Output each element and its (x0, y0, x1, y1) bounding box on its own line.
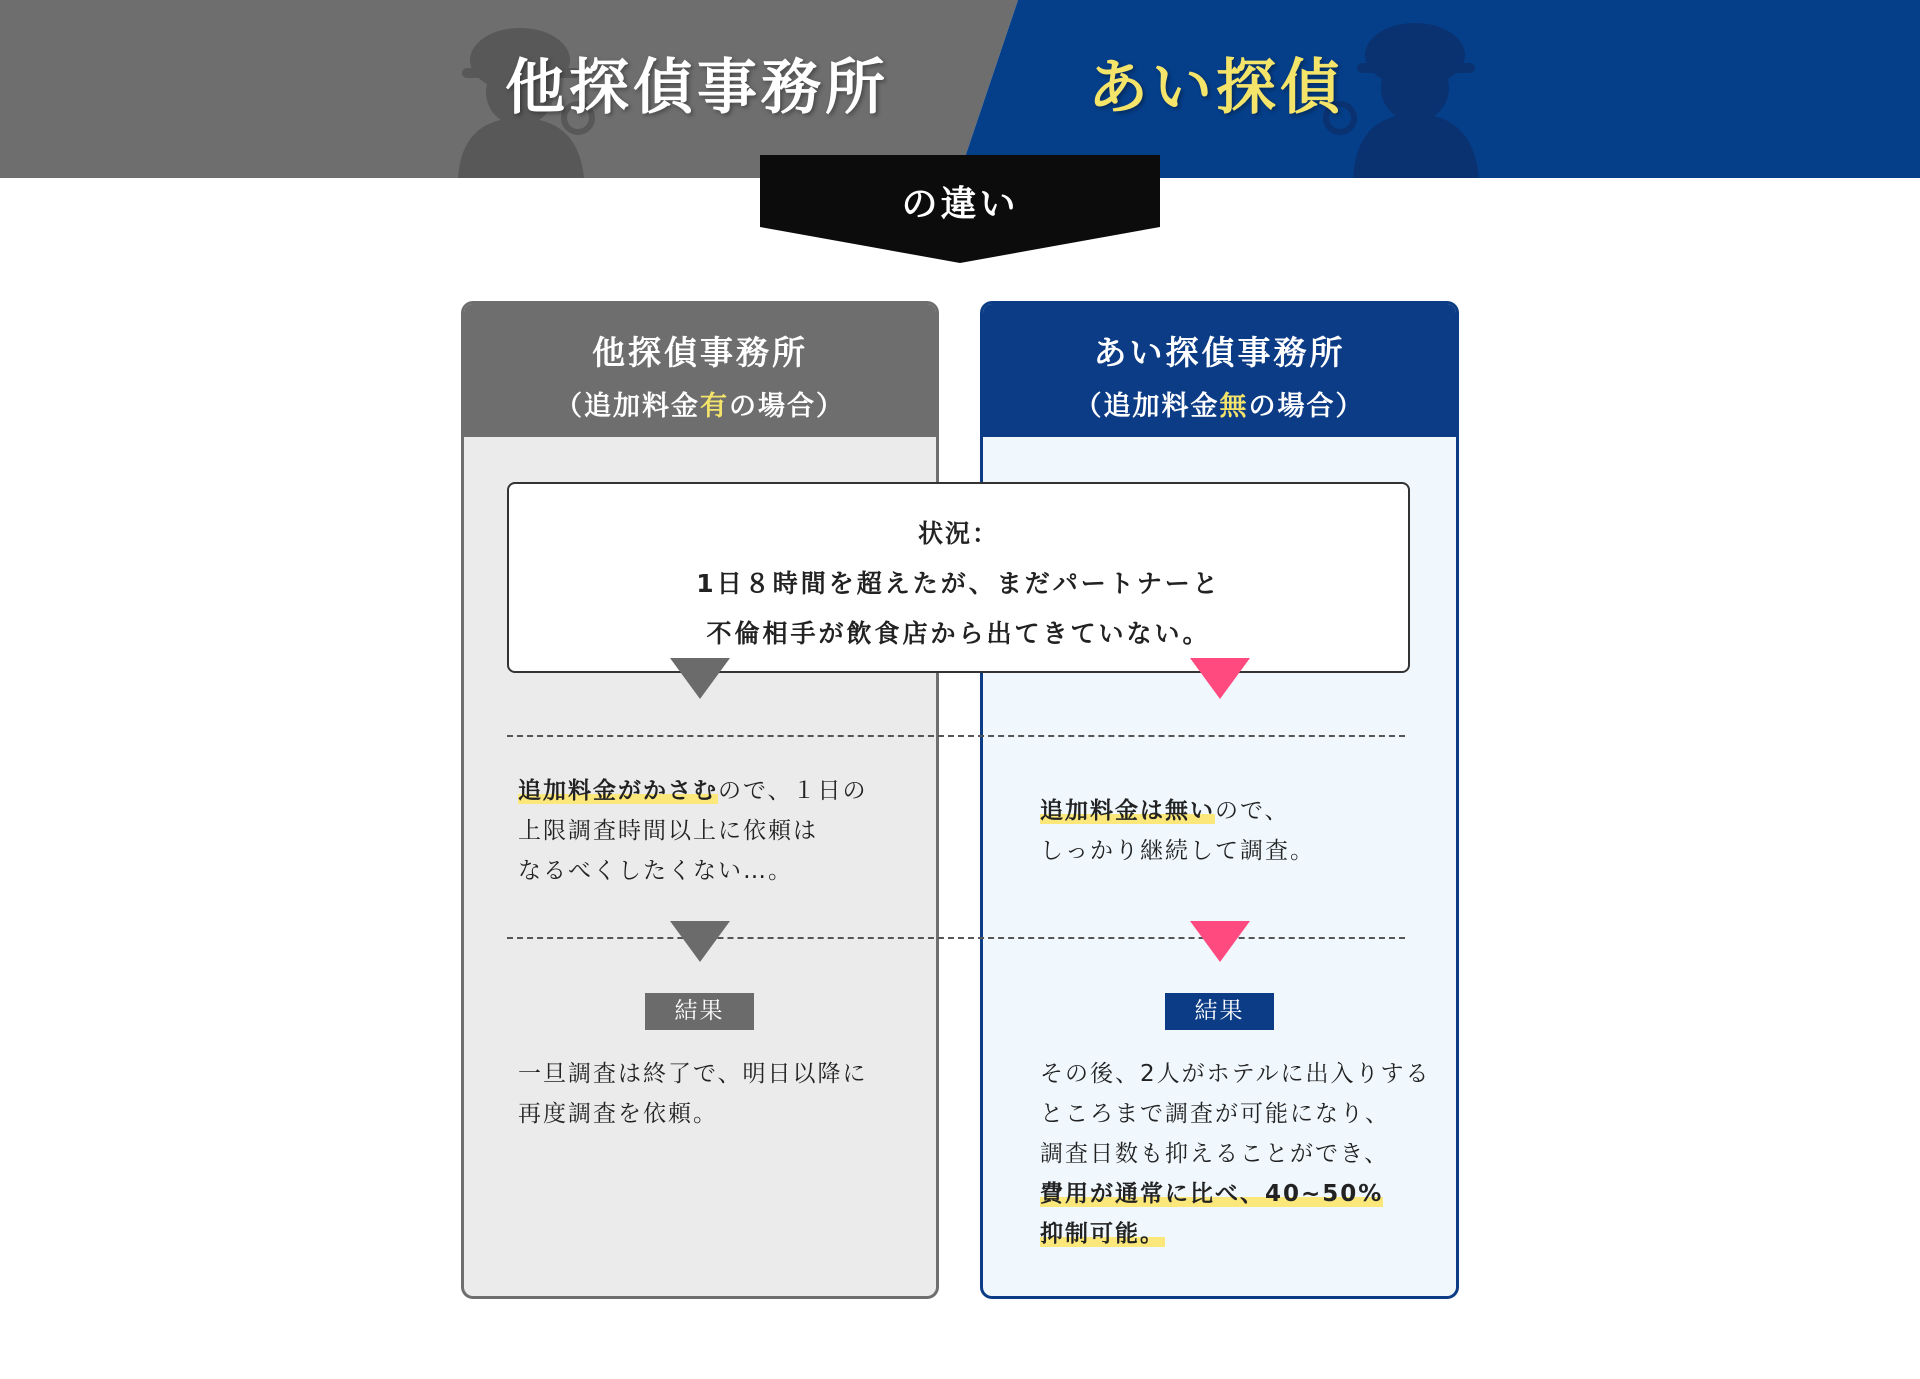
extra-fee-yes-highlight: 有 (700, 391, 729, 422)
ai-agency-title: あい探偵事務所 (1093, 333, 1346, 372)
dashed-divider-1 (507, 735, 1405, 737)
situation-line-1: 1日８時間を超えたが、まだパートナーと (696, 569, 1221, 598)
situation-label: 状況： (917, 519, 999, 548)
extra-fee-none-highlight: 無 (1219, 391, 1249, 422)
down-arrow-right-2-icon (1190, 921, 1250, 962)
ai-agency-header (983, 304, 1456, 437)
banner-right-title: あい探偵 (1088, 53, 1344, 123)
down-arrow-left-1-icon (670, 658, 730, 699)
ai-agency-reason: 追加料金は無いので、 しっかり継続して調査。 (1040, 798, 1315, 864)
down-arrow-right-1-icon (1190, 658, 1250, 699)
banner-left-title: 他探偵事務所 (505, 53, 889, 123)
other-agency-title: 他探偵事務所 (592, 333, 808, 372)
other-agency-result: 一旦調査は終了で、明日以降に 再度調査を依頼。 (518, 1061, 868, 1127)
ai-agency-subtitle: （追加料金無の場合） (1074, 391, 1365, 422)
dashed-divider-2 (507, 937, 1405, 939)
down-arrow-left-2-icon (670, 921, 730, 962)
ai-agency-result-marker-1: 費用が通常に比べ、40~50% (1040, 1181, 1384, 1207)
ai-agency-result-marker-2: 抑制可能。 (1040, 1221, 1165, 1247)
ribbon-label: の違い (901, 184, 1019, 225)
other-agency-header (464, 304, 936, 437)
other-agency-reason-marker: 追加料金がかさむ (518, 778, 718, 804)
banner-background (0, 0, 1920, 178)
ai-agency-result-badge: 結果 (1165, 993, 1274, 1030)
comparison-banner (0, 0, 1920, 178)
other-agency-result-badge: 結果 (645, 993, 754, 1030)
other-agency-reason: 追加料金がかさむので、１日の 上限調査時間以上に依頼は なるべくしたくない…。 (518, 778, 868, 884)
situation-box (507, 482, 1410, 673)
ai-agency-result: その後、2人がホテルに出入りする ところまで調査が可能になり、 調査日数も抑えることができ、 費用が通常に比べ、40~50% 抑制可能。 (1040, 1061, 1431, 1247)
ai-agency-reason-marker: 追加料金は無い (1040, 798, 1215, 824)
situation-line-2: 不倫相手が飲食店から出てきていない。 (706, 619, 1211, 648)
other-agency-subtitle: （追加料金有の場合） (555, 391, 845, 422)
